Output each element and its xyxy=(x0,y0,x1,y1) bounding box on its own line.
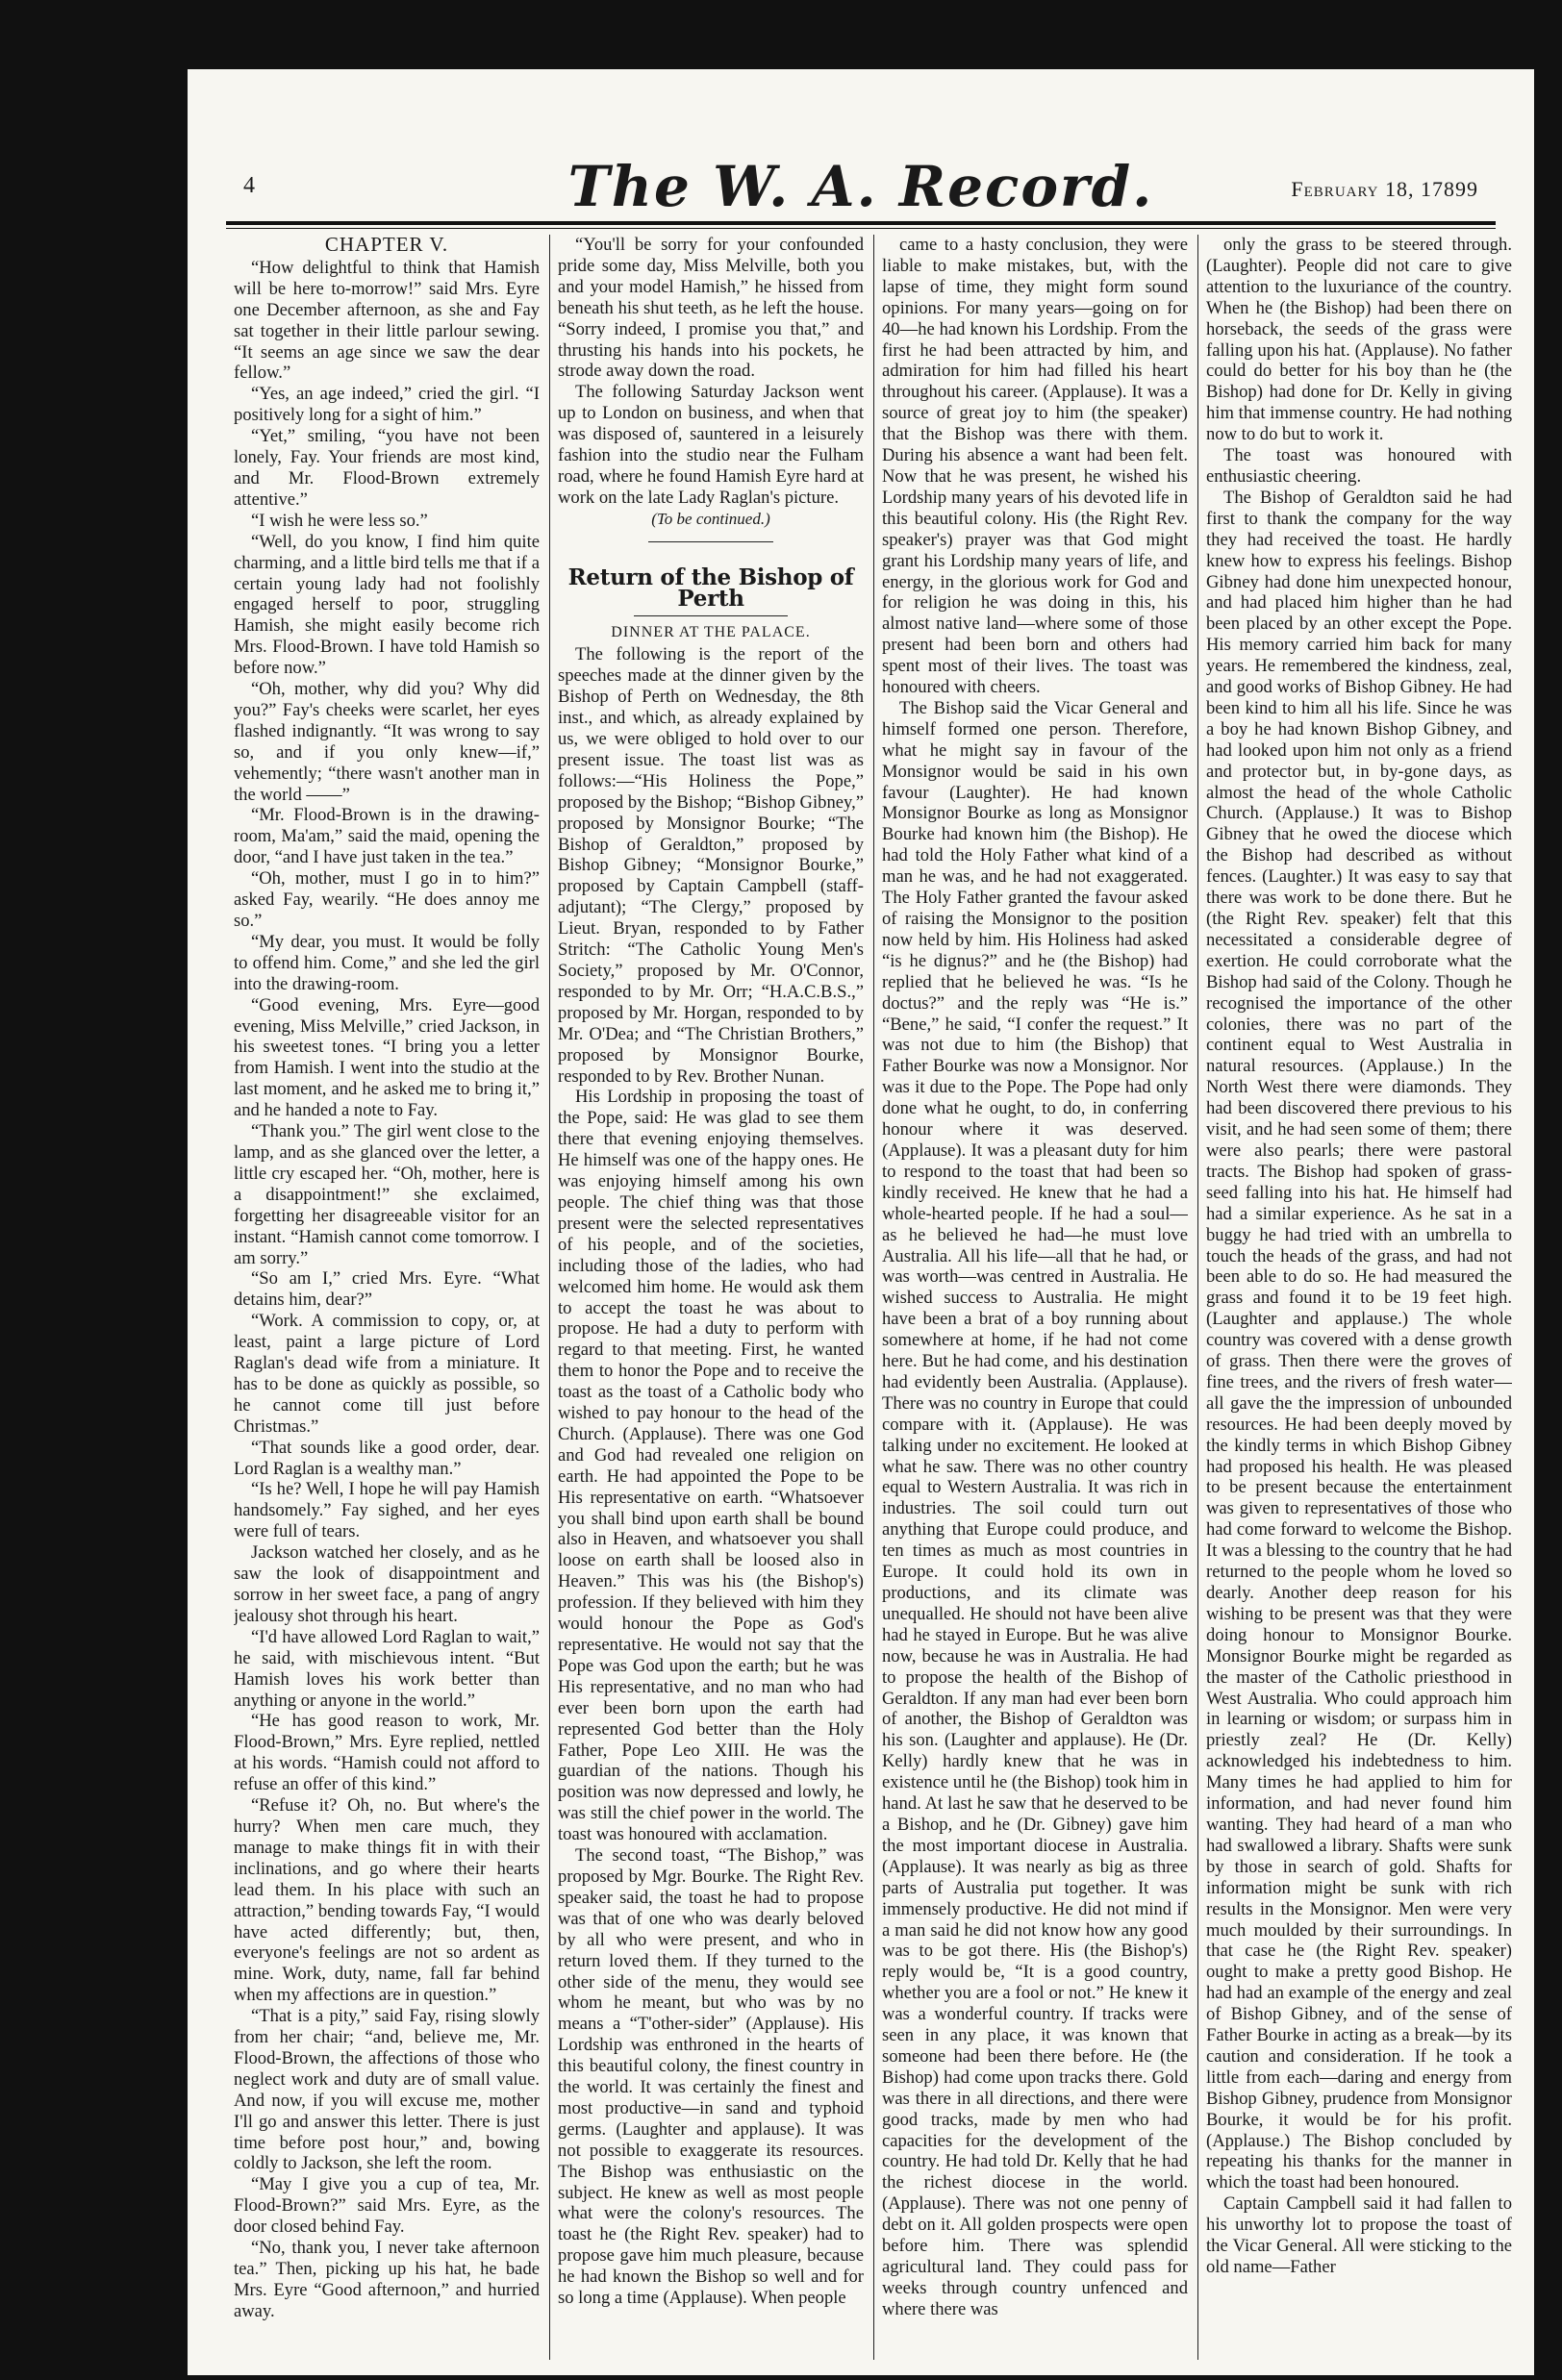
paragraph: “May I give you a cup of tea, Mr. Flood-Brown?” said Mrs. Eyre, as the door closed behind Fay. xyxy=(234,2174,540,2238)
paragraph: “I'd have allowed Lord Raglan to wait,” he said, with mischievous intent. “But Hamish loves his work better than anything or anyone in the world.” xyxy=(234,1626,540,1711)
paragraph: “He has good reason to work, Mr. Flood-Brown,” Mrs. Eyre replied, nettled at his words. “Hamish could not afford to refuse an offer of this kind.” xyxy=(234,1711,540,1795)
article-subhead: DINNER AT THE PALACE. xyxy=(611,623,811,640)
paragraph: “Thank you.” The girl went close to the lamp, and as she glanced over the letter, a little cry escaped her. “Oh, mother, here is a disappointment!” she exclaimed, forgetting her disagreeable visitor for an instant. “Hamish cannot come tomorrow. I am sorry.” xyxy=(234,1121,540,1268)
paragraph: “That sounds like a good order, dear. Lord Raglan is a wealthy man.” xyxy=(234,1437,540,1479)
paragraph: The following Saturday Jackson went up to London on business, and when that was disposed of, sauntered in a leisurely fashion into the studio near the Fulham road, where he found Hamish Eyre hard at work on the late Lady Raglan's picture. xyxy=(558,382,864,508)
column-divider xyxy=(873,235,874,2360)
article-columns xyxy=(226,235,1512,2360)
paragraph: “No, thank you, I never take afternoon tea.” Then, picking up his hat, he bade Mrs. Eyre “Good afternoon,” and hurried away. xyxy=(234,2238,540,2321)
paragraph: only the grass to be steered through. (Laughter). People did not care to give attention to the luxuriance of the country. When he (the Bishop) had been there on horseback, the seeds of the grass were falling upon his hat. (Applause). No father could do better for his boy than he (the Bishop) had done for Dr. Kelly in giving him that immense country. He had nothing now to do but to work it. xyxy=(1206,235,1512,445)
column-1-body xyxy=(234,258,540,2322)
paragraph: The following is the report of the speeches made at the dinner given by the Bishop of Perth on Wednesday, the 8th inst., and which, as already explained by us, we were obliged to hold over to our present issue. The toast list was as follows:—“His Holiness the Pope,” proposed by the Bishop; “Bishop Gibney,” proposed by Monsignor Bourke; “The Bishop of Geraldton,” proposed by Bishop Gibney; “Monsignor Bourke,” proposed by Captain Campbell (staff-adjutant); “The Clergy,” proposed by Lieut. Bryan, responded to by Father Stritch: “The Catholic Young Men's Society,” proposed by Mr. O'Connor, responded to by Mr. Orr; “H.A.C.B.S.,” proposed by Mr. Horgan, responded to by Mr. O'Dea; and “The Christian Brothers,” proposed by Monsignor Bourke, responded to by Rev. Brother Nunan. xyxy=(558,644,864,1087)
paragraph: “Mr. Flood-Brown is in the drawing-room, Ma'am,” said the maid, opening the door, “and I have just taken in the tea.” xyxy=(234,805,540,868)
newspaper-page xyxy=(188,69,1534,2375)
issue-date: February 18, 17899 xyxy=(1291,177,1478,201)
paragraph: Captain Campbell said it had fallen to his unworthy lot to propose the toast of the Vicar General. All were sticking to the old name—Father xyxy=(1206,2193,1512,2277)
column-divider xyxy=(549,235,550,2360)
paragraph: “Good evening, Mrs. Eyre—good evening, Miss Melville,” cried Jackson, in his sweetest tones. “I bring you a letter from Hamish. I went into the studio at the last moment, and he asked me to bring it,” and he handed a note to Fay. xyxy=(234,994,540,1121)
column-1 xyxy=(234,235,540,2360)
paragraph: “Refuse it? Oh, no. But where's the hurry? When men care much, they manage to make things fit in with their inclinations, and go where their hearts lead them. In his place with such an attraction,” bending towards Fay, “I would have acted differently; but, then, everyone's feelings are not so ardent as mine. Work, duty, name, fall far behind when my affections are in question.” xyxy=(234,1795,540,2006)
paragraph: The second toast, “The Bishop,” was proposed by Mgr. Bourke. The Right Rev. speaker said, the toast he had to propose was that of one who was dearly beloved by all who were present, and who in return loved them. If they turned to the other side of the menu, they would see whom he meant, but who was by no means a “T'other-sider” (Applause). His Lordship was enthroned in the hearts of this beautiful colony, the finest country in the world. It was certainly the finest and most productive—in sand and typhoid germs. (Laughter and applause). It was not possible to exaggerate its resources. The Bishop was enthusiastic on the subject. He knew as well as most people what were the colony's resources. The toast he (the Right Rev. speaker) had to propose gave him much pleasure, because he had known the Bishop so well and for so long a time (Applause). When people xyxy=(558,1845,864,2309)
paragraph: “My dear, you must. It would be folly to offend him. Come,” and she led the girl into the drawing-room. xyxy=(234,931,540,994)
paragraph: The Bishop of Geraldton said he had first to thank the company for the way they had received the toast. He hardly knew how to express his feelings. Bishop Gibney had done him unexpected honour, and had placed him higher than he had been placed by an other except the Pope. His memory carried him back for many years. He remembered the kindness, zeal, and good works of Bishop Gibney. He had been kind to him all his life. Since he was a boy he had known Bishop Gibney, and had looked upon him not only as a friend and protector but, in by-gone days, as almost the head of the whole Catholic Church. (Applause.) It was to Bishop Gibney that he owed the diocese which the Bishop had described as without fences. (Laughter.) It was easy to say that there was work to be done there. But he (the Right Rev. speaker) felt that this necessitated a considerable degree of exertion. He could corroborate what the Bishop had said of the Colony. Though he recognised the importance of the other colonies, there was no part of the continent equal to West Australia in natural resources. (Applause.) In the North West there were diamonds. They had been discovered there previous to his visit, and he had seen some of them; there were also pearls; there were pastoral tracts. The Bishop had spoken of grass-seed falling into his hat. He himself had had a similar experience. As he sat in a buggy he had tried with an umbrella to touch the heads of the grass, and had not been able to do so. He had measured the grass and found it to be 19 feet high. (Laughter and applause.) The whole country was covered with a dense growth of grass. Then there were the groves of fine trees, and the rivers of fresh water—all gave the the impression of unbounded resources. He had been deeply moved by the kindly terms in which Bishop Gibney had proposed his health. He was pleased to be present because the entertainment was given to representatives of those who had come forward to welcome the Bishop. It was a blessing to the country that he had returned to the people whom he loved so dearly. Another deep reason for his wishing to be present was that they were doing honour to Monsignor Bourke. Monsignor Bourke might be regarded as the master of the Catholic priesthood in West Australia. Who could approach him in learning or wisdom; or surpass him in priestly zeal? He (Dr. Kelly) acknowledged his indebtedness to him. Many times he had applied to him for information, and had never found him wanting. They had heard of a man who had swallowed a library. Shafts were sunk by those in search of gold. Shafts for information might be sunk with rich results in the Monsignor. Men were very much moulded by their surroundings. In that case he (the Right Rev. speaker) ought to make a pretty good Bishop. He had had an example of the energy and zeal of Bishop Gibney, and of the sense of Father Bourke in acting as a break—by its caution and consideration. If he took a little from each—daring and energy from Bishop Gibney, prudence from Monsignor Bourke, it would be for his profit. (Applause.) The Bishop concluded by repeating his thanks for the manner in which the toast had been honoured. xyxy=(1206,487,1512,2193)
paragraph: “Well, do you know, I find him quite charming, and a little bird tells me that if a certain young lady had not foolishly engaged herself to poor, struggling Hamish, she might easily become rich Mrs. Flood-Brown. I have told Hamish so before now.” xyxy=(234,531,540,679)
paragraph: The toast was honoured with enthusiastic cheering. xyxy=(1206,445,1512,487)
page-number: 4 xyxy=(243,173,255,198)
serial-story-ending xyxy=(558,235,864,509)
paragraph: came to a hasty conclusion, they were liable to make mistakes, but, with the lapse of time, they might form sound opinions. For many years—going on for 40—he had known his Lordship. From the first he had been attracted by him, and admiration for him had filled his heart throughout his career. (Applause). It was a source of great joy to him (the speaker) that the Bishop was there with them. During his absence a want had been felt. Now that he was present, he wished his Lordship many years of his devoted life in this beautiful colony. His (the Right Rev. speaker's) prayer was that God might grant his Lordship many years of life, and energy, in the glorious work for God and for religion he was doing in this, his almost native land—where some of those present had been born and others had spent most of their lives. The toast was honoured with cheers. xyxy=(882,235,1188,698)
masthead-rule-thick xyxy=(226,221,1496,225)
column-2 xyxy=(558,235,864,2360)
paragraph: “Oh, mother, why did you? Why did you?” Fay's cheeks were scarlet, her eyes flashed indignantly. “It was wrong to say so, and if you only knew—if,” vehemently; “there wasn't another man in the world ——” xyxy=(234,679,540,805)
paragraph: “That is a pity,” said Fay, rising slowly from her chair; “and, believe me, Mr. Flood-Brown, the affections of those who neglect work and duty are of small value. And now, if you will excuse me, mother I'll go and answer this letter. There is just time before post hour,” and, bowing coldly to Jackson, she left the room. xyxy=(234,2006,540,2174)
paragraph: Jackson watched her closely, and as he saw the look of disappointment and sorrow in her sweet face, a pang of angry jealousy shot through his heart. xyxy=(234,1542,540,1626)
paragraph: The Bishop said the Vicar General and himself formed one person. Therefore, what he might say in favour of the Monsignor would be said in his own favour (Laughter). He had known Monsignor Bourke as long as Monsignor Bourke had known him (the Bishop). He had told the Holy Father what kind of a man he was, and he had not exaggerated. The Holy Father granted the favour asked of raising the Monsignor to the position now held by him. His Holiness had asked “is he dignus?” and he (the Bishop) had replied that he believed he was. “Is he doctus?” and the reply was “He is.” “Bene,” he said, “I confer the request.” It was not due to him (the Bishop) that Father Bourke was now a Monsignor. Nor was it due to the Pope. The Pope had only done what he ought, to do, in conferring honour where it was deserved. (Applause). It was a pleasant duty for him to respond to the toast that had been so kindly received. He knew that he had a whole-hearted people. If he had a soul—as he believed he had—he must love Australia. All his life—all that he had, or was worth—was centred in Australia. He wished success to Australia. He might have been a brat of a boy running about somewhere at home, if he had not come here. But he had come, and his destination had evidently been Australia. (Applause). There was no country in Europe that could compare with it. (Applause). He was talking under no excitement. He looked at what he saw. There was no other country equal to Western Australia. It was rich in industries. The soil could turn out anything that Europe could produce, and ten times as much as most countries in Europe. It could hold its own in productions, and its climate was unequalled. He should not have been alive had he stayed in Europe. But he was alive now, because he was in Australia. He had to propose the health of the Bishop of Geraldton. If any man had ever been born of another, the Bishop of Geraldton was his son. (Laughter and applause). He (Dr. Kelly) hardly knew that he was in existence until he (the Bishop) took him in hand. At last he saw that he deserved to be a Bishop, and he (Dr. Gibney) gave him the most important diocese in Australia. (Applause). It was nearly as big as three parts of Australia put together. It was immensely productive. He did not mind if a man said he did not know how any good was to be got there. His (the Bishop's) reply would be, “It is a good country, whether you are a fool or not.” He knew it was a wonderful country. If tracks were seen in any place, it was known that someone had been there before. He (the Bishop) had come upon tracks there. Gold was there in all directions, and there were good tracks, made by men who had capacities for the development of the country. He had told Dr. Kelly that he had the richest diocese in the world. (Applause). There was not one penny of debt on it. All golden prospects were open before him. There was splendid agricultural land. They could pass for weeks through country unfenced and where there was xyxy=(882,697,1188,2319)
paragraph: His Lordship in proposing the toast of the Pope, said: He was glad to see them there that evening enjoying themselves. He himself was one of the happy ones. He was enjoying himself among his own people. The chief thing was that those present were the selected representatives of his people, and of the societies, including those of the ladies, who had welcomed him home. He would ask them to accept the toast he was about to propose. He had a duty to perform with regard to that meeting. First, he wanted them to honor the Pope and to receive the toast as the toast of a Catholic body who wished to pay honour to the head of the Church. (Applause). There was one God and God had revealed one religion on earth. He had appointed the Pope to be His representative on earth. “Whatsoever you shall bind upon earth shall be bound also in Heaven, and whatsoever you shall loose on earth shall be loosed also in Heaven.” This was his (the Bishop's) profession. If they believed with him they would honour the Pope as God's representative. He would not say that the Pope was God upon the earth; but he was His representative, and no man who had ever been born upon the earth had represented God better than the Holy Father, Pope Leo XIII. He was the guardian of the nations. Though his position was now depressed and lowly, he was still the chief power in the world. The toast was honoured with acclamation. xyxy=(558,1087,864,1845)
paragraph: “Yet,” smiling, “you have not been lonely, Fay. Your friends are most kind, and Mr. Flood-Brown extremely attentive.” xyxy=(234,426,540,510)
column-4-body xyxy=(1206,235,1512,2278)
masthead-rule-thin xyxy=(226,228,1496,229)
column-3 xyxy=(882,235,1188,2360)
paragraph: “Yes, an age indeed,” cried the girl. “I positively long for a sight of him.” xyxy=(234,384,540,426)
paragraph: “You'll be sorry for your confounded pride some day, Miss Melville, both you and your model Hamish,” he hissed from beneath his shut teeth, as he left the house. “Sorry indeed, I promise you that,” and thrusting his hands into his pockets, he strode away down the road. xyxy=(558,235,864,382)
paragraph: “How delightful to think that Hamish will be here to-morrow!” said Mrs. Eyre one December afternoon, as she and Fay sat together in their little parlour sewing. “It seems an age since we saw the dear fellow.” xyxy=(234,257,540,384)
newspaper-title: The W. A. Record. xyxy=(567,154,1154,219)
paragraph: “So am I,” cried Mrs. Eyre. “What detains him, dear?” xyxy=(234,1268,540,1311)
article-headline: Return of the Bishop of Perth xyxy=(567,564,854,612)
paragraph: “Work. A commission to copy, or, at least, paint a large picture of Lord Raglan's dead wife from a miniature. It has to be done as quickly as possible, so he cannot come till just before Christmas.” xyxy=(234,1311,540,1437)
paragraph: “I wish he were less so.” xyxy=(251,510,428,531)
column-divider xyxy=(1197,235,1198,2360)
masthead xyxy=(188,69,1534,223)
paragraph: “Oh, mother, must I go in to him?” asked Fay, wearily. “He does annoy me so.” xyxy=(234,868,540,931)
chapter-heading: CHAPTER V. xyxy=(324,235,449,256)
article-body xyxy=(558,644,864,2309)
section-divider xyxy=(648,541,773,542)
column-4 xyxy=(1206,235,1512,2360)
column-3-body xyxy=(882,235,1188,2320)
headline-rule xyxy=(634,615,788,616)
to-be-continued: (To be continued.) xyxy=(651,509,770,528)
paragraph: “Is he? Well, I hope he will pay Hamish handsomely.” Fay sighed, and her eyes were full of tears. xyxy=(234,1479,540,1542)
